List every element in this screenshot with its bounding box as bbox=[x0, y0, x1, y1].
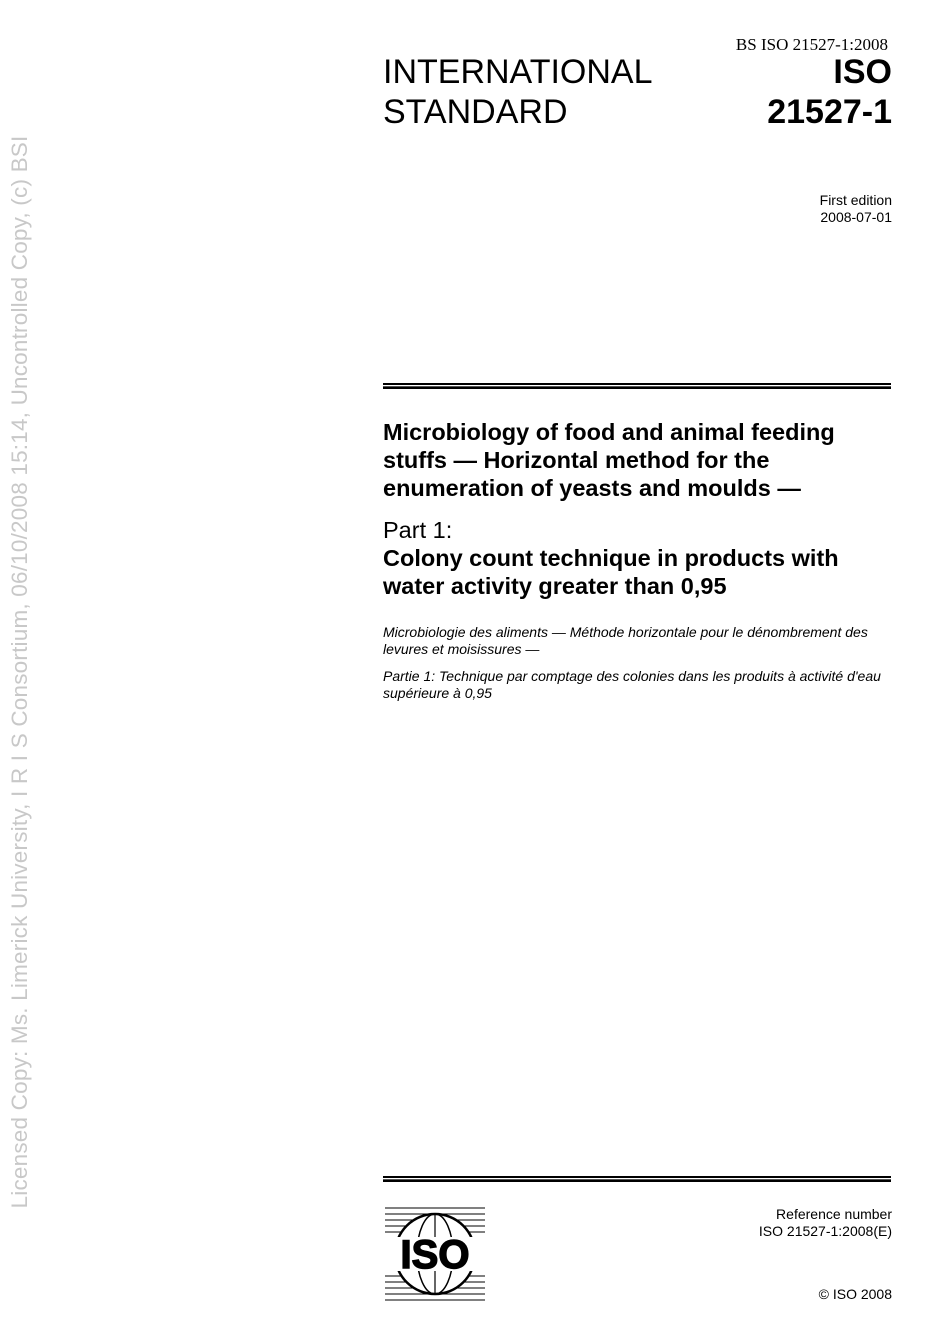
part-label: Part 1: bbox=[383, 517, 453, 543]
watermark-text: Licensed Copy: Ms. Limerick University, I R I S Consortium, 06/10/2008 15:14, Uncontrolled Copy, (c) BSI bbox=[7, 135, 32, 1209]
reference-label: Reference number bbox=[776, 1206, 892, 1222]
document-type bbox=[383, 52, 653, 132]
document-type-line2: STANDARD bbox=[383, 93, 568, 131]
iso-logo-text: ISO bbox=[400, 1233, 470, 1277]
french-main-title: Microbiologie des aliments — Méthode horizontale pour le dénombrement des levures et moisissures — bbox=[383, 624, 868, 657]
copyright: © ISO 2008 bbox=[818, 1286, 892, 1302]
reference-number: ISO 21527-1:2008(E) bbox=[758, 1223, 892, 1239]
reference-block bbox=[759, 1206, 892, 1240]
edition-info bbox=[820, 192, 892, 226]
iso-logo bbox=[385, 1204, 485, 1304]
part-title: Colony count technique in products with water activity greater than 0,95 bbox=[383, 545, 839, 599]
document-identifier-line2: 21527-1 bbox=[767, 93, 892, 131]
document-identifier bbox=[767, 52, 892, 132]
french-part-title: Partie 1: Technique par comptage des colonies dans les produits à activité d'eau supérieure à 0,95 bbox=[383, 668, 881, 701]
edition-label: First edition bbox=[819, 192, 892, 208]
bs-standard-number: BS ISO 21527-1:2008 bbox=[735, 35, 888, 54]
bottom-divider bbox=[383, 1176, 891, 1182]
main-title: Microbiology of food and animal feeding stuffs — Horizontal method for the enumeration of yeasts and moulds — bbox=[383, 419, 835, 501]
top-divider bbox=[383, 383, 891, 389]
document-identifier-line1: ISO bbox=[833, 53, 892, 91]
title-block bbox=[383, 418, 893, 600]
edition-date: 2008-07-01 bbox=[820, 209, 892, 225]
french-title-block bbox=[383, 624, 883, 712]
document-type-line1: INTERNATIONAL bbox=[383, 53, 653, 91]
watermark bbox=[0, 0, 40, 1344]
